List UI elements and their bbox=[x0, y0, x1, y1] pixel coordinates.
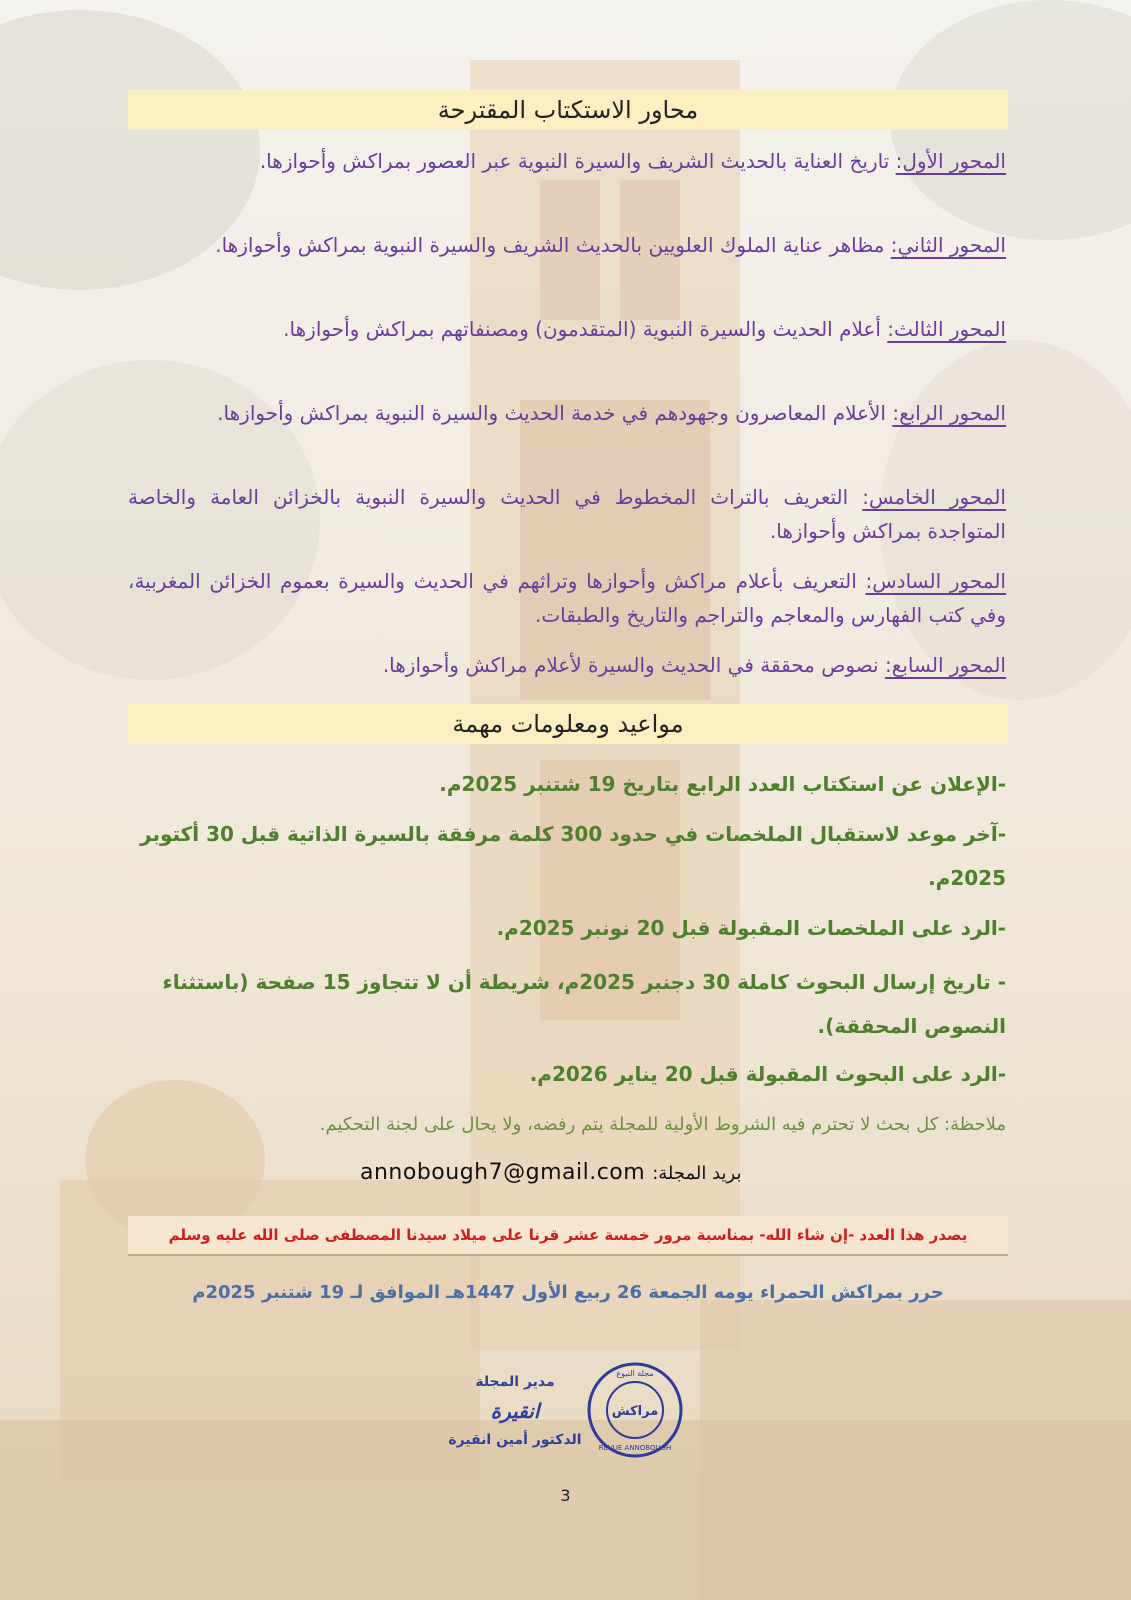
director-name: الدكتور أمين انقيرة bbox=[448, 1432, 582, 1448]
stamp-center: مراكش bbox=[611, 1404, 659, 1419]
email-address[interactable]: annobough7@gmail.com bbox=[360, 1160, 646, 1185]
axis-item-6 bbox=[128, 564, 1006, 632]
axis-label: المحور الثالث: bbox=[887, 317, 1006, 341]
axis-item-7 bbox=[128, 648, 1006, 682]
signature-scribble: انقيرة bbox=[490, 1399, 540, 1423]
axis-text: تاريخ العناية بالحديث الشريف والسيرة النبوية عبر العصور بمراكش وأحوازها. bbox=[259, 149, 890, 173]
axis-item-3 bbox=[128, 312, 1006, 346]
director-signature bbox=[430, 1370, 600, 1452]
axis-text: التعريف بالتراث المخطوط في الحديث والسيرة النبوية بالخزائن العامة والخاصة المتواجدة بمراكش وأحوازها. bbox=[128, 485, 1006, 543]
email-line bbox=[360, 1158, 742, 1189]
axis-text: نصوص محققة في الحديث والسيرة لأعلام مراكش وأحوازها. bbox=[382, 653, 879, 677]
section-title-axes: محاور الاستكتاب المقترحة bbox=[128, 90, 1008, 130]
axis-item-1 bbox=[128, 144, 1006, 178]
email-label: بريد المجلة: bbox=[652, 1163, 742, 1184]
occasion-banner: يصدر هذا العدد -إن شاء الله- بمناسبة مرور خمسة عشر قرنا على ميلاد سيدنا المصطفى صلى الله عليه وسلم bbox=[128, 1216, 1008, 1256]
axis-text: أعلام الحديث والسيرة النبوية (المتقدمون) ومصنفاتهم بمراكش وأحوازها. bbox=[283, 317, 881, 341]
director-title: مدير المجلة bbox=[475, 1374, 555, 1390]
axis-text: التعريف بأعلام مراكش وأحوازها وتراثهم في الحديث والسيرة بعموم الخزائن المغربية، وفي كتب الفهارس والمعاجم والتراجم والتاريخ والطبقات. bbox=[128, 569, 1006, 627]
axis-label: المحور الأول: bbox=[895, 149, 1006, 173]
date-item-1: -الإعلان عن استكتاب العدد الرابع بتاريخ 19 شتنبر 2025م. bbox=[439, 772, 1006, 796]
note-text: ملاحظة: كل بحث لا تحترم فيه الشروط الأولية للمجلة يتم رفضه، ولا يحال على لجنة التحكيم. bbox=[319, 1114, 1006, 1135]
page-number: 3 bbox=[560, 1486, 571, 1505]
axis-item-4 bbox=[128, 396, 1006, 430]
date-item-3: -الرد على الملخصات المقبولة قبل 20 نونبر 2025م. bbox=[496, 916, 1006, 940]
axis-label: المحور الثاني: bbox=[890, 233, 1006, 257]
axis-text: الأعلام المعاصرون وجهودهم في خدمة الحديث والسيرة النبوية بمراكش وأحوازها. bbox=[217, 401, 886, 425]
date-item-2: -آخر موعد لاستقبال الملخصات في حدود 300 كلمة مرفقة بالسيرة الذاتية قبل 30 أكتوبر 2025م. bbox=[140, 822, 1006, 890]
date-item-5: -الرد على البحوث المقبولة قبل 20 يناير 2026م. bbox=[529, 1062, 1006, 1086]
axis-item-2 bbox=[128, 228, 1006, 262]
issue-date-line: حرر بمراكش الحمراء يومه الجمعة 26 ربيع الأول 1447هـ الموافق لـ 19 شتنبر 2025م bbox=[192, 1282, 944, 1303]
axis-text: مظاهر عناية الملوك العلويين بالحديث الشريف والسيرة النبوية بمراكش وأحوازها. bbox=[215, 233, 885, 257]
stamp-outer: مجلة النبوغ bbox=[616, 1369, 654, 1378]
axis-label: المحور السادس: bbox=[865, 569, 1006, 593]
axis-label: المحور السابع: bbox=[884, 653, 1006, 677]
stamp-bottom: REVUE ANNOBOUGH bbox=[598, 1444, 672, 1452]
axis-label: المحور الخامس: bbox=[862, 485, 1006, 509]
section-title-dates: مواعيد ومعلومات مهمة bbox=[128, 704, 1008, 744]
axis-item-5 bbox=[128, 480, 1006, 548]
date-item-4: - تاريخ إرسال البحوث كاملة 30 دجنبر 2025م، شريطة أن لا تتجاوز 15 صفحة (باستثناء النصوص المحققة). bbox=[162, 970, 1006, 1038]
axis-label: المحور الرابع: bbox=[892, 401, 1006, 425]
journal-stamp-icon bbox=[585, 1360, 685, 1460]
